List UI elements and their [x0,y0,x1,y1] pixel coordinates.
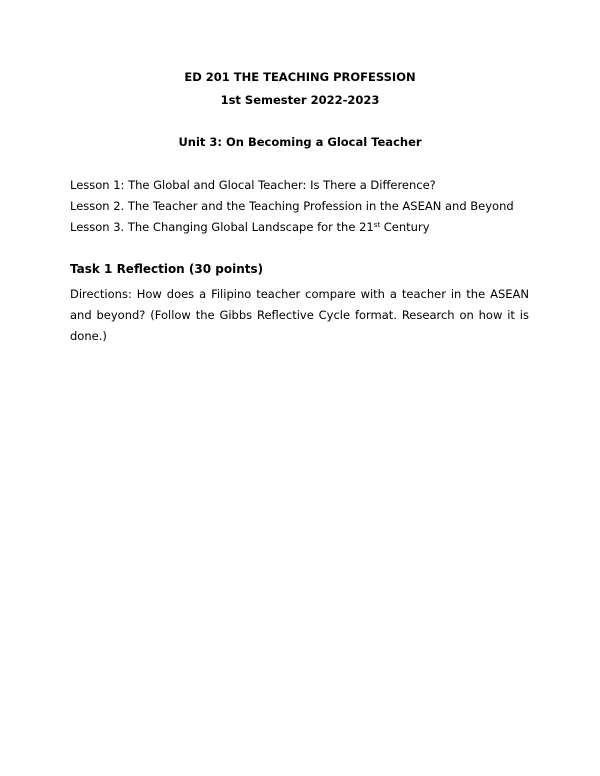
lesson-3-text: Lesson 3. The Changing Global Landscape for the 21 [70,220,374,234]
semester-line: 1st Semester 2022-2023 [220,93,380,107]
lesson-3-superscript: st [373,221,381,229]
task-directions: Directions: How does a Filipino teacher compare with a teacher in the ASEAN and beyond? (Follow the Gibbs Reflective Cycle format. Research on how it is done.) [70,287,529,343]
lesson-3-suffix: Century [380,220,430,234]
unit-title: Unit 3: On Becoming a Glocal Teacher [178,135,422,149]
course-title: ED 201 THE TEACHING PROFESSION [184,70,416,84]
lesson-1: Lesson 1: The Global and Glocal Teacher: Is There a Difference? [70,178,436,192]
lesson-3 [70,220,430,234]
lesson-2: Lesson 2. The Teacher and the Teaching Profession in the ASEAN and Beyond [70,199,514,213]
task-heading: Task 1 Reflection (30 points) [70,262,264,276]
